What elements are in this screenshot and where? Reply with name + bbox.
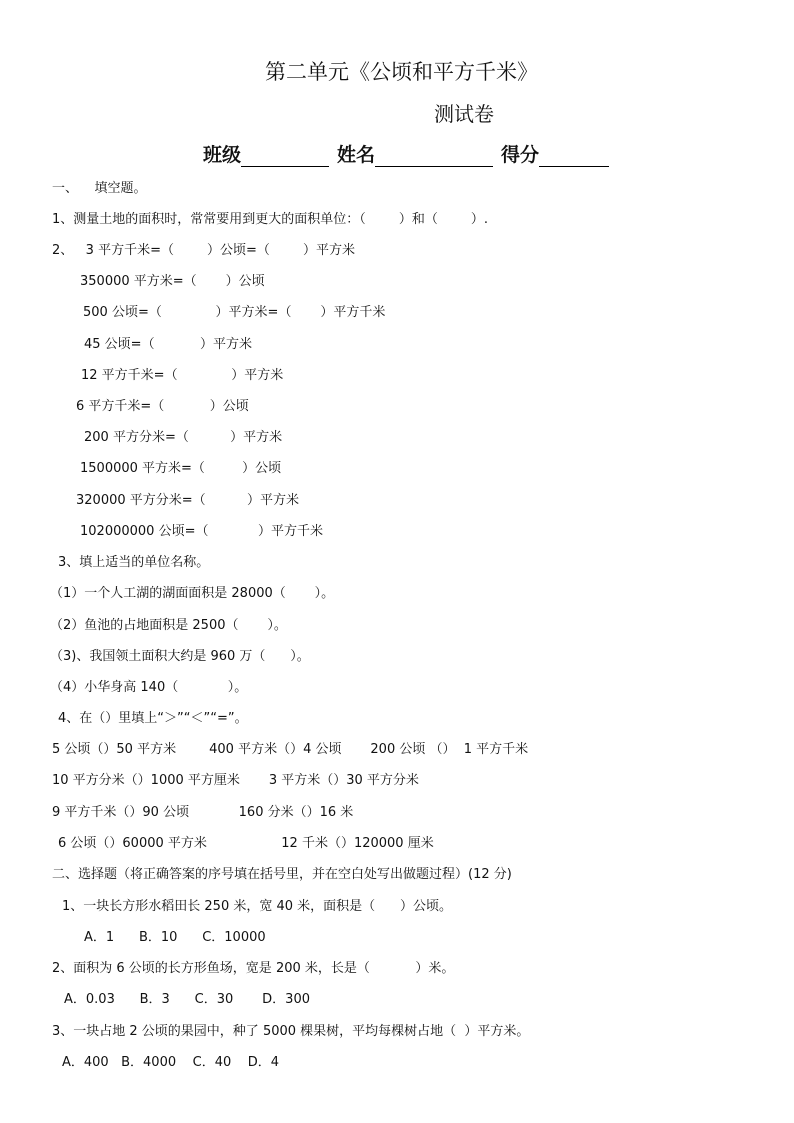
question-line: （4）小华身高 140（ ）。 [50,680,248,695]
choice-question: 1、一块长方形水稻田长 250 米，宽 40 米，面积是（ ）公顷。 [62,899,452,914]
class-label: 班级 [203,144,242,166]
question-line: 500 公顷=（ ）平方米=（ ）平方千米 [83,305,386,320]
question-heading: 3、填上适当的单位名称。 [58,555,210,570]
question-line: （2）鱼池的占地面积是 2500（ ）。 [50,618,287,633]
compare-line: 5 公顷（）50 平方米 400 平方米（）4 公顷 200 公顷 （） 1 平方千米 [52,742,529,757]
compare-line: 6 公顷（）60000 平方米 12 千米（）120000 厘米 [58,836,434,851]
question-line: 12 平方千米=（ ）平方米 [81,368,284,383]
question-heading: 4、在（）里填上“＞”“＜”“=”。 [58,711,248,726]
score-blank[interactable] [539,146,609,167]
question-line: 350000 平方米=（ ）公顷 [80,274,265,289]
choice-question: 3、一块占地 2 公顷的果园中，种了 5000 棵果树，平均每棵树占地（ ）平方米。 [52,1024,530,1039]
choice-options: A．1 B．10 C．10000 [84,930,266,945]
name-label: 姓名 [337,144,376,166]
score-label: 得分 [501,144,540,166]
question-line: 320000 平方分米=（ ）平方米 [76,493,299,508]
question-line: （3)、我国领土面积大约是 960 万（ ）。 [50,649,310,664]
question-line: 2、 3 平方千米=（ ）公顷=（ ）平方米 [52,243,355,258]
section-two-heading: 二、选择题（将正确答案的序号填在括号里，并在空白处写出做题过程）(12 分) [52,867,512,882]
choice-question: 2、面积为 6 公顷的长方形鱼场，宽是 200 米，长是（ ）米。 [52,961,455,976]
compare-line: 10 平方分米（）1000 平方厘米 3 平方米（）30 平方分米 [52,773,419,788]
class-blank[interactable] [241,146,329,167]
question-line: 200 平方分米=（ ）平方米 [84,430,283,445]
page-title: 第二单元《公顷和平方千米》 [265,60,538,84]
page-subtitle: 测试卷 [434,102,494,126]
question-line: 6 平方千米=（ ）公顷 [76,399,249,414]
name-blank[interactable] [375,146,493,167]
choice-options: A．400 B．4000 C．40 D．4 [62,1055,280,1070]
choice-options: A．0.03 B．3 C．30 D．300 [64,992,310,1007]
question-line: 102000000 公顷=（ ）平方千米 [80,524,324,539]
question-line: （1）一个人工湖的湖面面积是 28000（ ）。 [50,586,335,601]
question-line: 1、测量土地的面积时，常常要用到更大的面积单位：（ ）和（ ）. [52,212,489,227]
question-line: 1500000 平方米=（ ）公顷 [80,461,282,476]
compare-line: 9 平方千米（）90 公顷 160 分米（）16 米 [52,805,354,820]
section-one-heading: 一、 填空题。 [52,181,147,196]
student-info-row [203,140,617,167]
question-line: 45 公顷=（ ）平方米 [84,337,253,352]
